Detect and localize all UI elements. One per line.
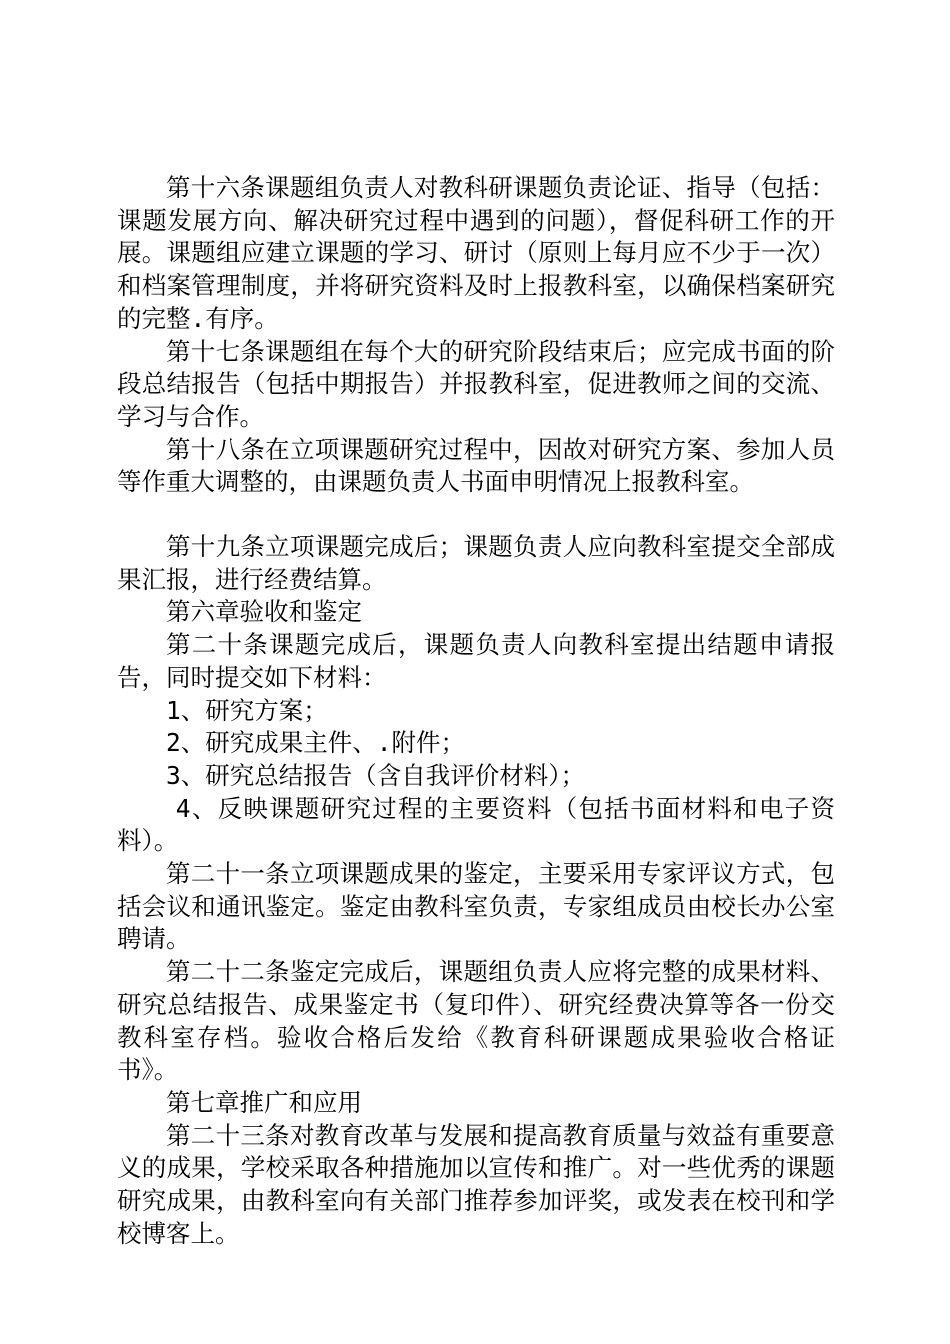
- article-16: 第十六条课题组负责人对教科研课题负责论证、指导（包括：课题发展方向、解决研究过程中遇到的问题），督促科研工作的开展。课题组应建立课题的学习、研讨（原则上每月应不少于一次）和档案管理制度，并将研究资料及时上报教科室，以确保档案研究的完整.有序。: [117, 173, 835, 333]
- article-17: 第十七条课题组在每个大的研究阶段结束后；应完成书面的阶段总结报告（包括中期报告）并报教科室，促进教师之间的交流、学习与合作。: [117, 336, 835, 431]
- article-22: 第二十二条鉴定完成后，课题组负责人应将完整的成果材料、研究总结报告、成果鉴定书（复印件）、研究经费决算等各一份交教科室存档。验收合格后发给《教育科研课题成果验收合格证书》。: [117, 957, 835, 1085]
- document-body: [117, 172, 835, 1251]
- blank-line: [117, 499, 835, 531]
- chapter-6-heading: 第六章验收和鉴定: [166, 597, 362, 627]
- material-item-1: 1、研究方案；: [166, 695, 328, 725]
- chapter-7-heading: 第七章推广和应用: [166, 1087, 362, 1117]
- article-23: 第二十三条对教育改革与发展和提高教育质量与效益有重要意义的成果，学校采取各种措施加以宣传和推广。对一些优秀的课题研究成果，由教科室向有关部门推荐参加评奖，或发表在校刊和学校博客上。: [117, 1120, 835, 1248]
- article-19: 第十九条立项课题完成后；课题负责人应向教科室提交全部成果汇报，进行经费结算。: [117, 532, 835, 594]
- article-21: 第二十一条立项课题成果的鉴定，主要采用专家评议方式，包括会议和通讯鉴定。鉴定由教科室负责，专家组成员由校长办公室聘请。: [117, 859, 835, 954]
- material-item-4: 4、反映课题研究过程的主要资料（包括书面材料和电子资料）。: [117, 793, 835, 856]
- article-20: 第二十条课题完成后，课题负责人向教科室提出结题申请报告，同时提交如下材料：: [117, 630, 835, 692]
- material-item-3: 3、研究总结报告（含自我评价材料）；: [166, 760, 585, 790]
- material-item-2: 2、研究成果主件、.附件；: [166, 728, 465, 758]
- article-18: 第十八条在立项课题研究过程中，因故对研究方案、参加人员等作重大调整的，由课题负责人书面申明情况上报教科室。: [117, 434, 835, 497]
